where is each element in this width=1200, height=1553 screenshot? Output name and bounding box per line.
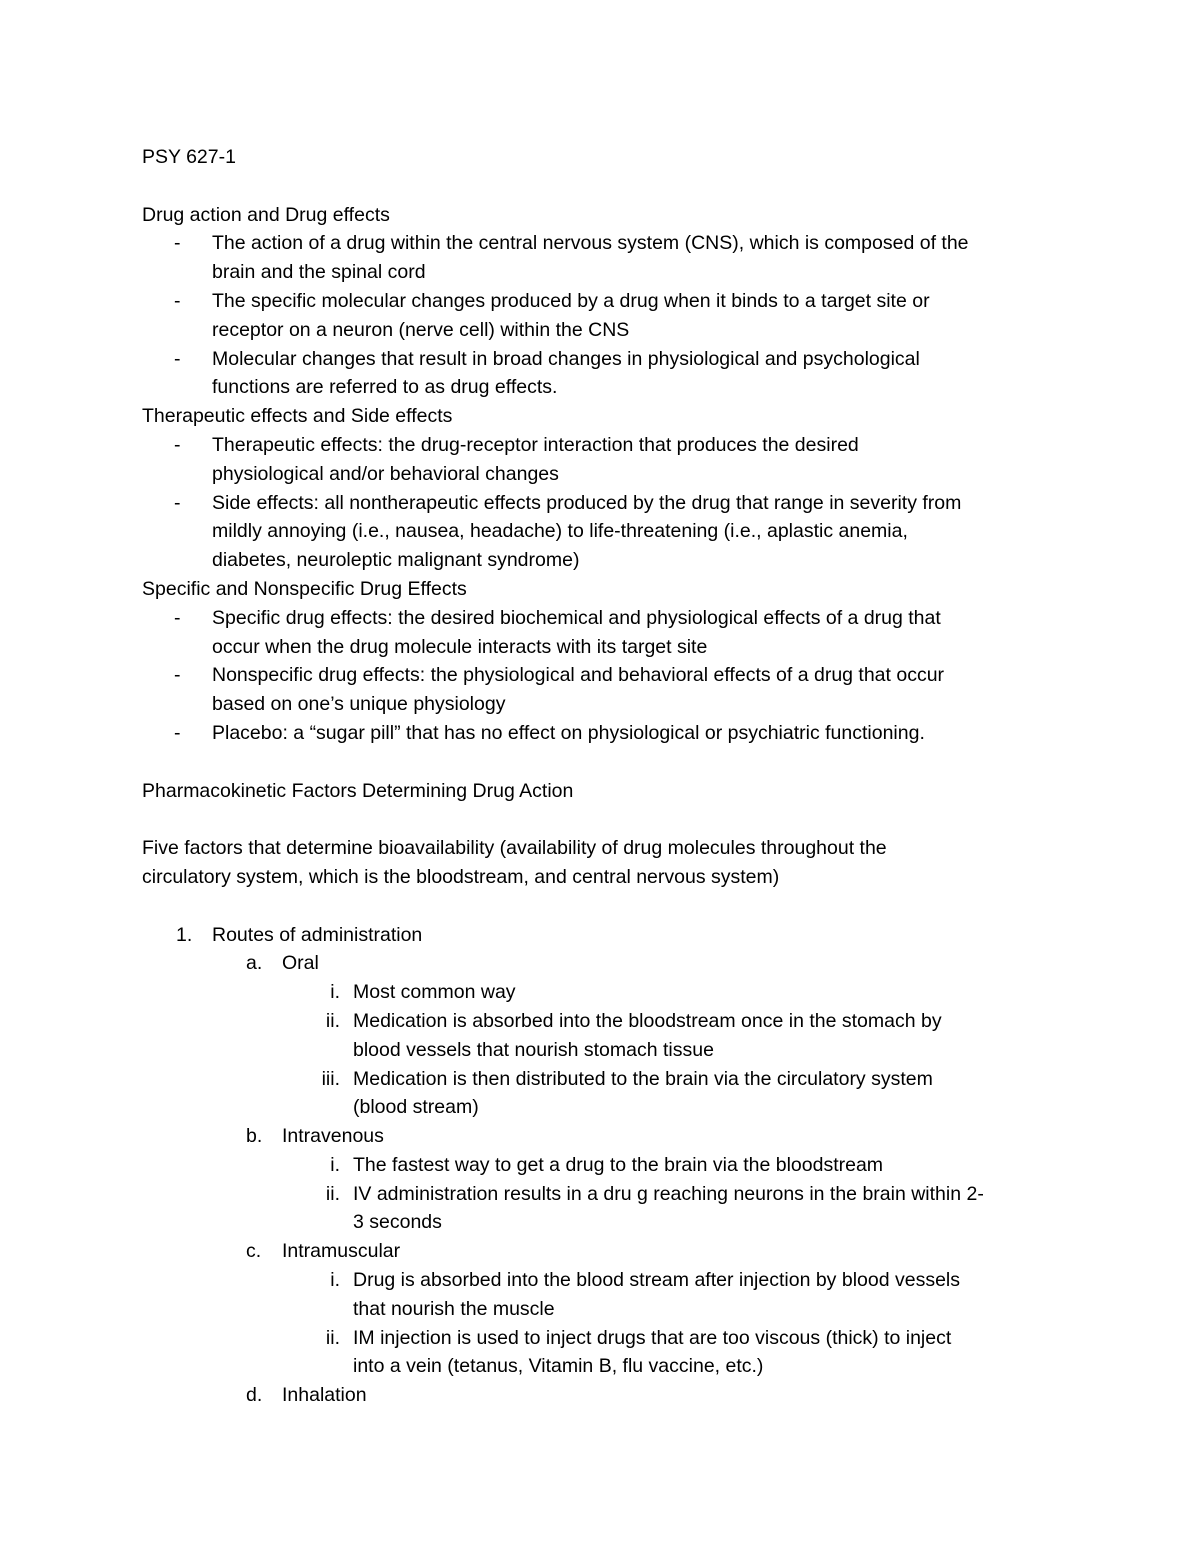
roman-numeral: i. [330,1269,340,1292]
bullet-item: - Specific drug effects: the desired biochemical and physiological effects of a drug that occur when the drug molecule interacts with its target site [142,604,1072,662]
bullet-dash: - [174,721,181,744]
intro-line: Five factors that determine bioavailability (availability of drug molecules throughout the [142,837,887,860]
bullet-dash: - [174,347,181,370]
bullet-item: - The action of a drug within the central nervous system (CNS), which is composed of the brain and the spinal cord [142,229,1072,287]
bullet-dash: - [174,289,181,312]
route-item-oral [142,949,1072,978]
section-heading-specific: Specific and Nonspecific Drug Effects [142,577,467,600]
document-title: PSY 627-1 [142,146,236,168]
roman-numeral: i. [330,1153,340,1176]
route-name: Inhalation [282,1384,367,1407]
route-item-intramuscular [142,1237,1072,1266]
bullet-dash: - [174,433,181,456]
bullet-item: - Nonspecific drug effects: the physiological and behavioral effects of a drug that occur based on one’s unique physiology [142,661,1072,719]
numbered-item [142,921,1072,950]
route-letter: c. [246,1240,262,1263]
route-point: ii. IV administration results in a dru g reaching neurons in the brain within 2- 3 seconds [142,1180,1072,1238]
route-item-inhalation [142,1381,1072,1410]
route-point: i. Drug is absorbed into the blood stream after injection by blood vessels that nourish the muscle [142,1266,1072,1324]
roman-numeral: ii. [325,1182,340,1205]
list-title: Routes of administration [212,923,423,946]
bullet-item: - Placebo: a “sugar pill” that has no effect on physiological or psychiatric functioning. [142,719,1072,748]
route-letter: a. [246,952,263,975]
document-page [142,143,1072,1410]
intro-line: circulatory system, which is the bloodstream, and central nervous system) [142,865,780,888]
roman-numeral: ii. [325,1009,340,1032]
route-point: ii. Medication is absorbed into the bloodstream once in the stomach by blood vessels that nourish stomach tissue [142,1007,1072,1065]
roman-numeral: iii. [321,1067,340,1090]
route-point: iii. Medication is then distributed to the brain via the circulatory system (blood stream) [142,1065,1072,1123]
route-point: ii. IM injection is used to inject drugs that are too viscous (thick) to inject into a vein (tetanus, Vitamin B, flu vaccine, etc.) [142,1324,1072,1382]
route-name: Intramuscular [282,1240,401,1263]
route-point: i. The fastest way to get a drug to the brain via the bloodstream [142,1151,1072,1180]
route-name: Oral [282,952,319,975]
roman-numeral: i. [330,981,340,1004]
roman-numeral: ii. [325,1326,340,1349]
bullet-dash: - [174,606,181,629]
section-heading-drug-action: Drug action and Drug effects [142,203,390,226]
route-letter: d. [246,1384,263,1407]
section-heading-therapeutic: Therapeutic effects and Side effects [142,405,453,428]
route-name: Intravenous [282,1125,384,1148]
pk-heading: Pharmacokinetic Factors Determining Drug Action [142,779,574,802]
bullet-item: - Molecular changes that result in broad changes in physiological and psychological functions are referred to as drug effects. [142,345,1072,403]
route-letter: b. [246,1125,263,1148]
bullet-item: - Side effects: all nontherapeutic effects produced by the drug that range in severity from mildly annoying (i.e., nausea, headache) to life-threatening (i.e., aplastic anemia, diabetes, neuroleptic malignant syndrome) [142,489,1072,575]
bullet-item: - The specific molecular changes produced by a drug when it binds to a target site or receptor on a neuron (nerve cell) within the CNS [142,287,1072,345]
route-point: i. Most common way [142,978,1072,1007]
bullet-dash: - [174,664,181,687]
list-number: 1. [176,923,193,946]
bullet-dash: - [174,232,181,255]
route-item-intravenous [142,1122,1072,1151]
bullet-item: - Therapeutic effects: the drug-receptor interaction that produces the desired physiological and/or behavioral changes [142,431,1072,489]
bullet-dash: - [174,491,181,514]
